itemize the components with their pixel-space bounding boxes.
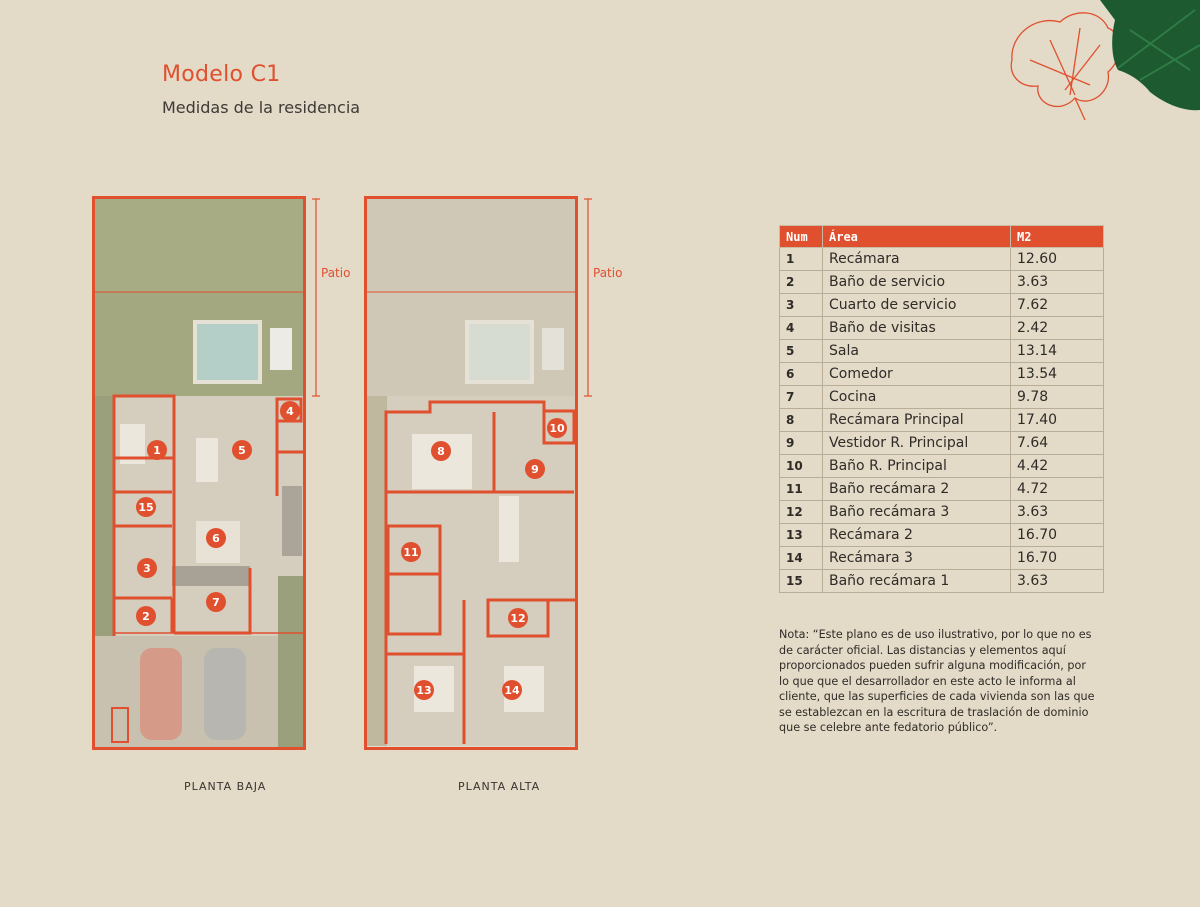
cell-num: 9 <box>780 432 823 455</box>
cell-m2: 16.70 <box>1011 547 1104 570</box>
room-number-marker: 5 <box>232 440 252 460</box>
cell-m2: 16.70 <box>1011 524 1104 547</box>
cell-area: Recámara 3 <box>823 547 1011 570</box>
cell-area: Vestidor R. Principal <box>823 432 1011 455</box>
table-row <box>780 317 1104 340</box>
upper-floor-plan <box>364 196 604 752</box>
room-number-marker: 8 <box>431 441 451 461</box>
cell-num: 2 <box>780 271 823 294</box>
cell-num: 14 <box>780 547 823 570</box>
cell-m2: 3.63 <box>1011 271 1104 294</box>
room-number-marker: 2 <box>136 606 156 626</box>
cell-area: Recámara <box>823 248 1011 271</box>
cell-area: Baño recámara 3 <box>823 501 1011 524</box>
cell-num: 6 <box>780 363 823 386</box>
cell-m2: 2.42 <box>1011 317 1104 340</box>
cell-area: Cuarto de servicio <box>823 294 1011 317</box>
cell-num: 7 <box>780 386 823 409</box>
patio-dimension-upper <box>584 196 594 401</box>
table-row <box>780 340 1104 363</box>
room-number-marker: 13 <box>414 680 434 700</box>
cell-num: 10 <box>780 455 823 478</box>
room-number-marker: 15 <box>136 497 156 517</box>
room-number-marker: 4 <box>280 401 300 421</box>
room-number-marker: 6 <box>206 528 226 548</box>
cell-num: 1 <box>780 248 823 271</box>
cell-m2: 9.78 <box>1011 386 1104 409</box>
cell-area: Sala <box>823 340 1011 363</box>
cell-num: 5 <box>780 340 823 363</box>
table-row <box>780 386 1104 409</box>
cell-m2: 13.54 <box>1011 363 1104 386</box>
cell-area: Baño de servicio <box>823 271 1011 294</box>
cell-m2: 4.72 <box>1011 478 1104 501</box>
room-number-marker: 7 <box>206 592 226 612</box>
room-number-marker: 11 <box>401 542 421 562</box>
table-row <box>780 409 1104 432</box>
cell-area: Cocina <box>823 386 1011 409</box>
room-number-marker: 9 <box>525 459 545 479</box>
table-row <box>780 363 1104 386</box>
table-row <box>780 271 1104 294</box>
cell-area: Recámara Principal <box>823 409 1011 432</box>
cell-m2: 7.62 <box>1011 294 1104 317</box>
patio-label-ground: Patio <box>321 266 351 280</box>
table-row <box>780 455 1104 478</box>
cell-num: 3 <box>780 294 823 317</box>
cell-area: Baño de visitas <box>823 317 1011 340</box>
area-table <box>779 225 1104 593</box>
table-row <box>780 524 1104 547</box>
cell-m2: 12.60 <box>1011 248 1104 271</box>
table-row <box>780 570 1104 593</box>
cell-num: 8 <box>780 409 823 432</box>
cell-num: 13 <box>780 524 823 547</box>
patio-label-upper: Patio <box>593 266 623 280</box>
cell-m2: 3.63 <box>1011 570 1104 593</box>
disclaimer-note: Nota: “Este plano es de uso ilustrativo, por lo que no es de carácter oficial. Las distancias y elementos aquí proporcionados pueden sufrir alguna modificación, por lo que que el desarrollador en este acto le informa al cliente, que las superficies de cada vivienda son las que se establezcan en la escritura de traslación de dominio que se celebre ante fedatorio público”. <box>779 628 1095 734</box>
table-row <box>780 547 1104 570</box>
room-number-marker: 10 <box>547 418 567 438</box>
page-title: Modelo C1 <box>162 62 281 87</box>
column-header-area: Área <box>823 226 1011 248</box>
room-number-marker: 14 <box>502 680 522 700</box>
cell-area: Baño recámara 1 <box>823 570 1011 593</box>
room-number-marker: 3 <box>137 558 157 578</box>
cell-m2: 7.64 <box>1011 432 1104 455</box>
ground-floor-plan <box>92 196 332 752</box>
cell-m2: 4.42 <box>1011 455 1104 478</box>
table-row <box>780 294 1104 317</box>
room-number-marker: 12 <box>508 608 528 628</box>
ground-floor-label: PLANTA BAJA <box>184 780 267 793</box>
column-header-num: Num <box>780 226 823 248</box>
table-row <box>780 248 1104 271</box>
cell-num: 12 <box>780 501 823 524</box>
patio-dimension-ground <box>312 196 322 401</box>
upper-floor-label: PLANTA ALTA <box>458 780 541 793</box>
cell-m2: 3.63 <box>1011 501 1104 524</box>
cell-area: Baño R. Principal <box>823 455 1011 478</box>
table-row <box>780 501 1104 524</box>
cell-area: Comedor <box>823 363 1011 386</box>
table-row <box>780 478 1104 501</box>
cell-area: Baño recámara 2 <box>823 478 1011 501</box>
cell-num: 11 <box>780 478 823 501</box>
cell-num: 4 <box>780 317 823 340</box>
page-subtitle: Medidas de la residencia <box>162 98 361 117</box>
room-number-marker: 1 <box>147 440 167 460</box>
table-header-row <box>780 226 1104 248</box>
monstera-leaf-icon <box>990 0 1200 125</box>
column-header-m2: M2 <box>1011 226 1104 248</box>
cell-num: 15 <box>780 570 823 593</box>
cell-m2: 17.40 <box>1011 409 1104 432</box>
cell-area: Recámara 2 <box>823 524 1011 547</box>
table-row <box>780 432 1104 455</box>
cell-m2: 13.14 <box>1011 340 1104 363</box>
